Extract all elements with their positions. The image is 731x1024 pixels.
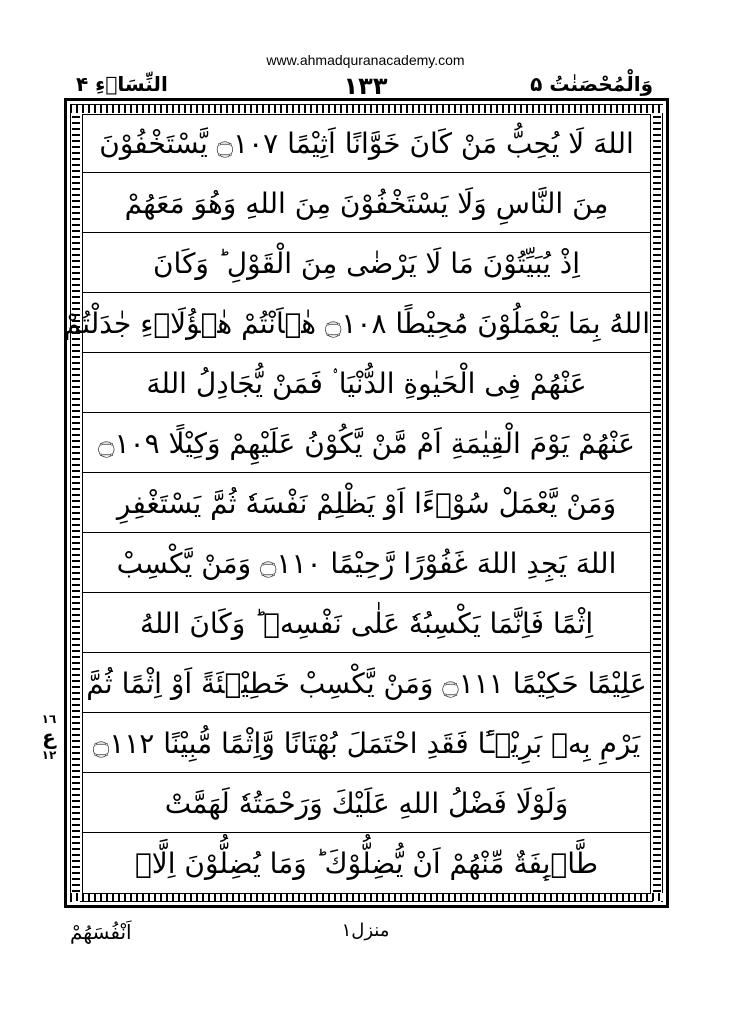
border-band-right	[653, 104, 661, 902]
para-name: وَالْمُحْصَنٰتُ ۵	[530, 72, 653, 96]
surah-name: النِّسَاۤءِ ۴	[76, 72, 168, 96]
text-page	[63, 114, 651, 894]
verse-line: اِذْ يُبَيِّتُوْنَ مَا لَا يَرْضٰى مِنَ الْقَوْلِ ؕ وَكَانَ	[83, 235, 650, 293]
verse-line: اللهَ لَا يُحِبُّ مَنْ كَانَ خَوَّانًا اَثِيْمًا ۝١٠٧ يَّسْتَخْفُوْنَ	[83, 115, 650, 173]
verse-line: اِثْمًا فَاِنَّمَا يَكْسِبُهٗ عَلٰى نَفْسِهٖ ؕ وَكَانَ اللهُ	[83, 595, 650, 653]
verse-line: اللهَ يَجِدِ اللهَ غَفُوْرًا رَّحِيْمًا ۝١١٠ وَمَنْ يَّكْسِبْ	[83, 535, 650, 593]
website-url: www.ahmadquranacademy.com	[266, 52, 465, 68]
ruku-top: ١٦	[41, 712, 57, 726]
page-number: ١٣٣	[343, 72, 388, 100]
verse-line: وَمَنْ يَّعْمَلْ سُوْۤءًا اَوْ يَظْلِمْ نَفْسَهٗ ثُمَّ يَسْتَغْفِرِ	[83, 475, 650, 533]
verse-line: عَنْهُمْ يَوْمَ الْقِيٰمَةِ اَمْ مَّنْ يَّكُوْنُ عَلَيْهِمْ وَكِيْلًا ۝١٠٩	[83, 415, 650, 473]
ruku-bottom: ١٢	[41, 748, 57, 762]
manzil-label: منزل١	[341, 920, 390, 941]
verse-line: عَلِيْمًا حَكِيْمًا ۝١١١ وَمَنْ يَّكْسِبْ خَطِيْۤئَةً اَوْ اِثْمًا ثُمَّ	[83, 655, 650, 713]
verse-line: وَلَوْلَا فَضْلُ اللهِ عَلَيْكَ وَرَحْمَتُهٗ لَهَمَّتْ	[83, 775, 650, 833]
verse-line: عَنْهُمْ فِى الْحَيٰوةِ الدُّنْيَا ۟ فَمَنْ يُّجَادِلُ اللهَ	[83, 355, 650, 413]
border-band-bottom	[70, 893, 663, 901]
border-band-top	[70, 105, 663, 113]
verse-line: مِنَ النَّاسِ وَلَا يَسْتَخْفُوْنَ مِنَ اللهِ وَهُوَ مَعَهُمْ	[83, 175, 650, 233]
verse-line: طَّاۤىِٕفَةٌ مِّنْهُمْ اَنْ يُّضِلُّوْكَ ؕ وَمَا يُضِلُّوْنَ اِلَّاۤ	[134, 847, 599, 880]
ruku-marker	[38, 712, 60, 762]
catchword: اَنْفُسَهُمْ	[70, 920, 132, 944]
ruku-mid: ع	[42, 725, 56, 749]
border-band-left	[72, 104, 80, 902]
verse-line: يَرْمِ بِهٖ بَرِيْۤـًٔا فَقَدِ احْتَمَلَ بُهْتَانًا وَّاِثْمًا مُّبِيْنًا ۝١١٢	[83, 715, 650, 773]
verse-line: اللهُ بِمَا يَعْمَلُوْنَ مُحِيْطًا ۝١٠٨ هٰۤاَنْتُمْ هٰۤؤُلَاۤءِ جٰدَلْتُمْ	[83, 295, 650, 353]
